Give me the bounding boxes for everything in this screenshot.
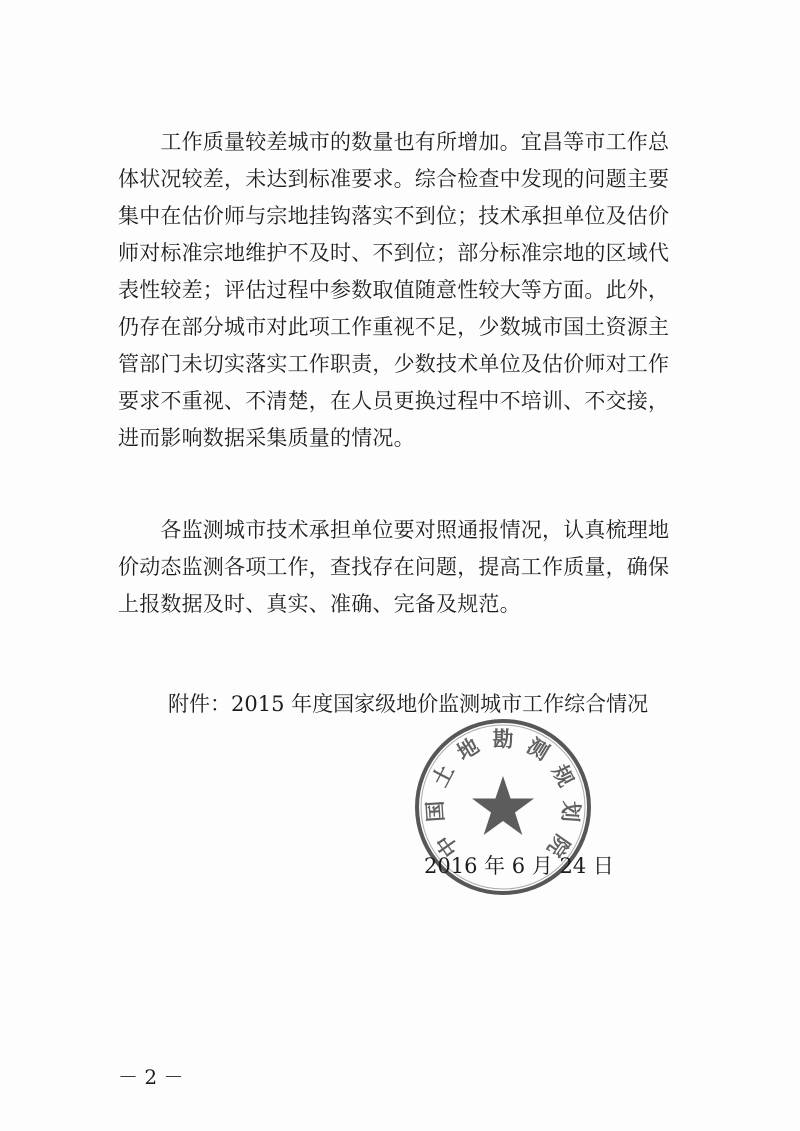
attachment-line: 附件：2015 年度国家级地价监测城市工作综合情况 bbox=[168, 692, 649, 716]
seal-character: 国 bbox=[421, 800, 449, 823]
document-date: 2016 年 6 月 24 日 bbox=[424, 854, 614, 878]
text-line: 工作质量较差城市的数量也有所增加。宜昌等市工作总 bbox=[118, 130, 670, 154]
seal-character: 勘 bbox=[492, 726, 514, 752]
text-line: 体状况较差，未达到标准要求。综合检查中发现的问题主要 bbox=[118, 167, 670, 191]
seal-character: 地 bbox=[452, 732, 484, 766]
text-line: 表性较差；评估过程中参数取值随意性较大等方面。此外， bbox=[118, 278, 670, 302]
seal-character: 规 bbox=[547, 760, 580, 791]
seal-character: 土 bbox=[426, 760, 459, 791]
seal-character: 划 bbox=[557, 800, 585, 823]
seal-character: 测 bbox=[522, 732, 554, 766]
body-paragraph-1 bbox=[118, 124, 669, 457]
star-icon bbox=[472, 776, 534, 835]
text-line: 价动态监测各项工作，查找存在问题，提高工作质量，确保 bbox=[118, 555, 670, 579]
seal-character: 中 bbox=[430, 830, 464, 862]
text-line: 要求不重视、不清楚，在人员更换过程中不培训、不交接， bbox=[118, 389, 670, 413]
text-line: 各监测城市技术承担单位要对照通报情况，认真梳理地 bbox=[118, 518, 670, 542]
text-line: 仍存在部分城市对此项工作重视不足，少数城市国土资源主 bbox=[118, 315, 670, 339]
body-paragraph-2 bbox=[118, 512, 669, 623]
text-line: 进而影响数据采集质量的情况。 bbox=[118, 426, 415, 450]
page-number: － 2 － bbox=[118, 1065, 184, 1089]
text-line: 上报数据及时、真实、准确、完备及规范。 bbox=[118, 592, 521, 616]
text-line: 师对标准宗地维护不及时、不到位；部分标准宗地的区域代 bbox=[118, 241, 670, 265]
text-line: 集中在估价师与宗地挂钩落实不到位；技术承担单位及估价 bbox=[118, 204, 670, 228]
seal-character: 院 bbox=[542, 830, 576, 862]
text-line: 管部门未切实落实工作职责，少数技术单位及估价师对工作 bbox=[118, 352, 670, 376]
